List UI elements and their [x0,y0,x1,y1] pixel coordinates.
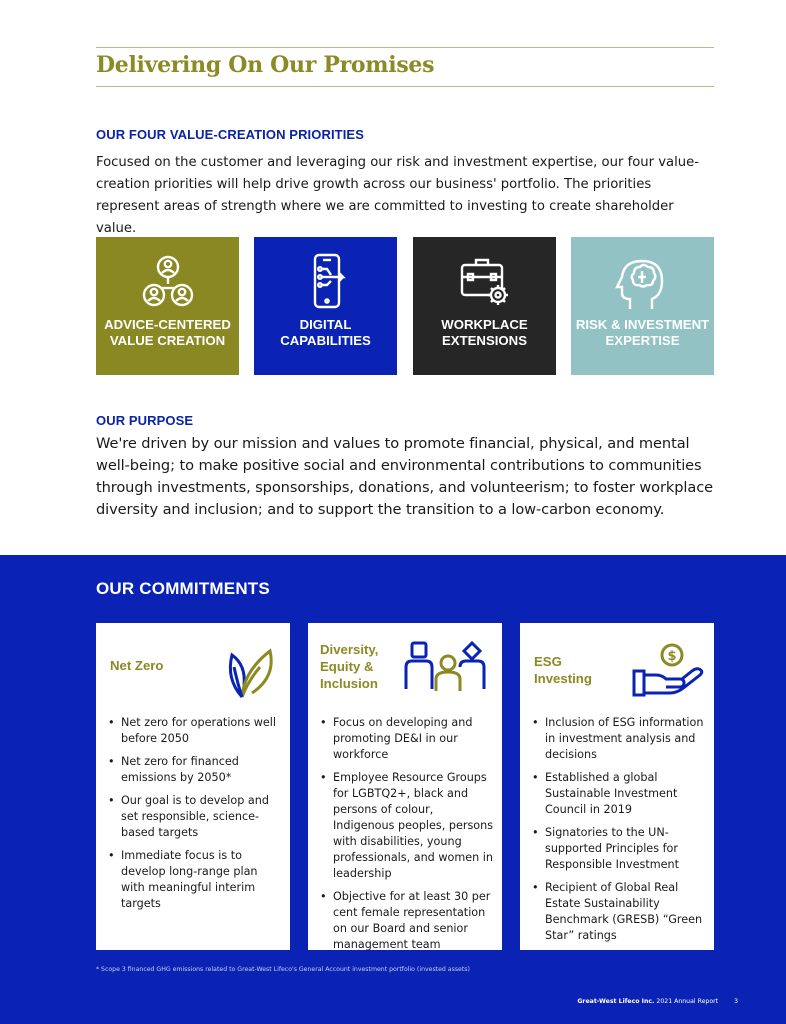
commitment-card-net-zero [96,623,290,950]
footer-report: 2021 Annual Report [656,998,719,1005]
priority-tile-workplace [413,237,556,375]
card-bullets [320,715,494,960]
tile-label: DIGITAL CAPABILITIES [280,317,371,348]
list-item: • Employee Resource Groups for LGBTQ2+, black and persons of colour, Indigenous peoples, persons with disabilities, young professionals, and women in leadership [320,770,494,882]
list-item: • Objective for at least 30 per cent female representation on our Board and senior management team [320,889,494,953]
commitments-heading: OUR COMMITMENTS [96,579,270,598]
card-title: Diversity, Equity & Inclusion [320,642,379,691]
priority-tile-advice [96,237,239,375]
priority-tiles [96,237,714,375]
purpose-text: We're driven by our mission and values to promote financial, physical, and mental well-being; to make positive social and environmental contributions to communities through investments, sponsorships, donations, and volunteerism; to foster workplace diversity and inclusion; and to support the transition to a low-carbon economy. [96,435,714,518]
svg-text:$: $ [667,649,677,664]
diverse-people-icon [402,639,492,695]
hand-dollar-icon [630,641,706,699]
card-title: Net Zero [110,658,164,673]
priority-tile-risk [571,237,714,375]
title-rule [96,86,714,87]
smartphone-circuit-icon [291,247,361,317]
list-item: • Net zero for operations well before 2050 [108,715,282,747]
list-item: • Established a global Sustainable Investment Council in 2019 [532,770,706,818]
leaf-icon [224,643,278,703]
priorities-text: Focused on the customer and leveraging our risk and investment expertise, our four value-creation priorities will help drive growth across our business' portfolio. The priorities represent areas of strength where we are committed to investing to create shareholder value. [96,155,700,236]
list-item: • Recipient of Global Real Estate Sustainability Benchmark (GRESB) “Green Star” ratings [532,880,706,944]
tile-label: WORKPLACE EXTENSIONS [441,317,528,348]
list-item: • Inclusion of ESG information in investment analysis and decisions [532,715,706,763]
card-bullets [108,715,282,919]
commitment-card-esg [520,623,714,950]
head-brain-icon [608,247,678,317]
priority-tile-digital [254,237,397,375]
list-item: • Immediate focus is to develop long-range plan with meaningful interim targets [108,848,282,912]
list-item: • Focus on developing and promoting DE&I in our workforce [320,715,494,763]
page-number: 3 [734,998,738,1005]
commitment-card-dei [308,623,502,950]
list-item: • Our goal is to develop and set responsible, science-based targets [108,793,282,841]
page-title: Delivering On Our Promises [96,52,435,78]
card-bullets [532,715,706,951]
card-title: ESG Investing [534,654,592,686]
top-rule [96,47,714,48]
list-item: • Net zero for financed emissions by 2050* [108,754,282,786]
tile-label: ADVICE-CENTERED VALUE CREATION [104,317,231,348]
list-item: • Signatories to the UN-supported Principles for Responsible Investment [532,825,706,873]
page-footer [577,998,738,1005]
footer-company: Great-West Lifeco Inc. [577,998,655,1005]
briefcase-gear-icon [450,247,520,317]
footnote: * Scope 3 financed GHG emissions related to Great-West Lifeco's General Account investment portfolio (invested assets) [96,966,470,973]
tile-label: RISK & INVESTMENT EXPERTISE [575,317,710,348]
purpose-heading: OUR PURPOSE [96,413,194,428]
priorities-heading: OUR FOUR VALUE-CREATION PRIORITIES [96,127,364,142]
people-network-icon [133,247,203,317]
